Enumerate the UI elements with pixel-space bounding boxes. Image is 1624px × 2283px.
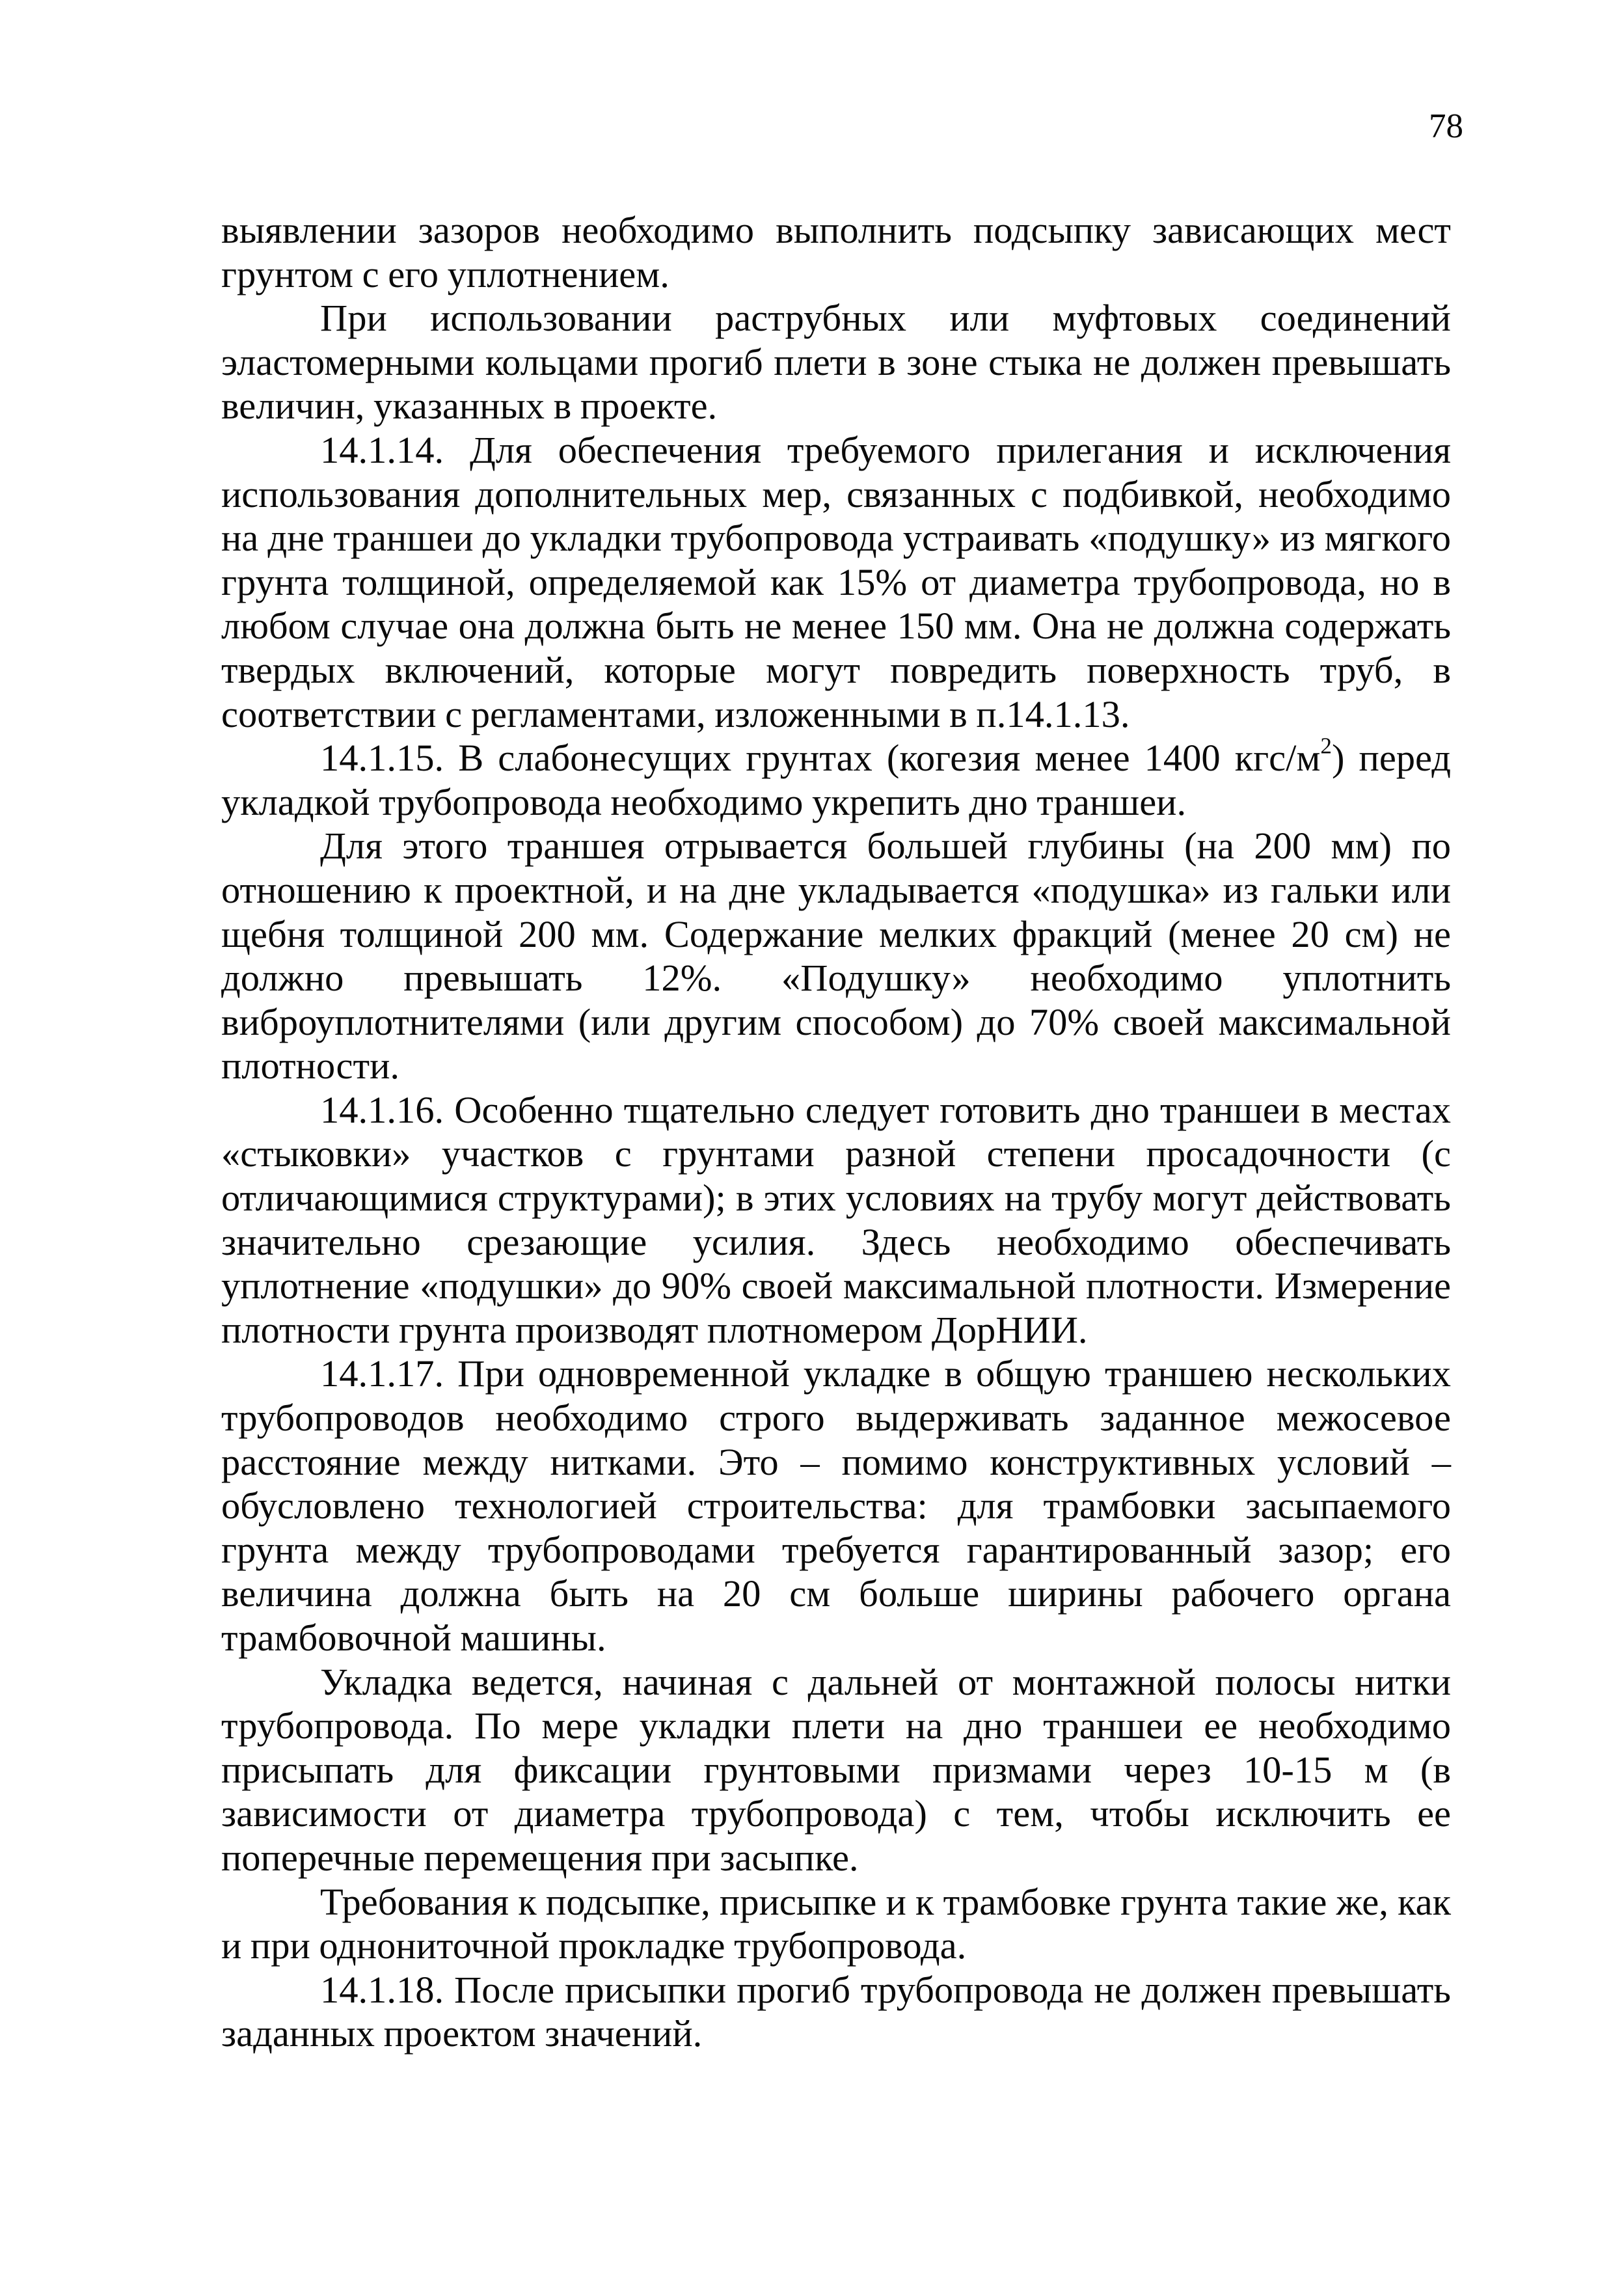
paragraph-backfill-requirements: Требования к подсыпке, присыпке и к трамбовке грунта такие же, как и при однониточной прокладке трубопровода. [221, 1880, 1451, 1967]
paragraph-14-1-17: 14.1.17. При одновременной укладке в общую траншею нескольких трубопроводов необходимо строго выдерживать заданное межосевое расстояние между нитками. Это – помимо конструктивных условий – обусловлено технологией строительства: для трамбовки засыпаемого грунта между трубопроводами требуется гарантированный зазор; его величина должна быть на 20 см больше ширины рабочего органа трамбовочной машины. [221, 1352, 1451, 1659]
paragraph-trench-cushion: Для этого траншея отрывается большей глубины (на 200 мм) по отношению к проектной, и на дне укладывается «подушка» из гальки или щебня толщиной 200 мм. Содержание мелких фракций (менее 20 см) не должно превышать 12%. «Подушку» необходимо уплотнить виброуплотнителями (или другим способом) до 70% своей максимальной плотности. [221, 825, 1451, 1087]
paragraph-laying-order: Укладка ведется, начиная с дальней от монтажной полосы нитки трубопровода. По мере укладки плети на дно траншеи ее необходимо присыпать для фиксации грунтовыми призмами через 10-15 м (в зависимости от диаметра трубопровода) с тем, чтобы исключить ее поперечные перемещения при засыпке. [221, 1660, 1451, 1879]
paragraph-14-1-15 [221, 733, 1451, 824]
superscript-exponent: 2 [1320, 733, 1332, 759]
paragraph-continuation: выявлении зазоров необходимо выполнить подсыпку зависающих мест грунтом с его уплотнением. [221, 209, 1451, 295]
paragraph-14-1-18: 14.1.18. После присыпки прогиб трубопровода не должен превышать заданных проектом значений. [221, 1968, 1451, 2055]
paragraph-joint-deflection: При использовании раструбных или муфтовых соединений эластомерными кольцами прогиб плети в зоне стыка не должен превышать величин, указанных в проекте. [221, 297, 1451, 428]
paragraph-14-1-14: 14.1.14. Для обеспечения требуемого прилегания и исключения использования дополнительных мер, связанных с подбивкой, необходимо на дне траншеи до укладки трубопровода устраивать «подушку» из мягкого грунта толщиной, определяемой как 15% от диаметра трубопровода, но в любом случае она должна быть не менее 150 мм. Она не должна содержать твердых включений, которые могут повредить поверхность труб, в соответствии с регламентами, изложенными в п.14.1.13. [221, 428, 1451, 735]
paragraph-14-1-15-text-after: ) перед укладкой трубопровода необходимо укрепить дно траншеи. [221, 737, 1451, 823]
document-body [221, 208, 1451, 2056]
paragraph-14-1-15-text-before: 14.1.15. В слабонесущих грунтах (когезия менее 1400 кгс/м [320, 737, 1321, 780]
paragraph-14-1-16: 14.1.16. Особенно тщательно следует готовить дно траншеи в местах «стыковки» участков с грунтами разной степени просадочности (с отличающимися структурами); в этих условиях на трубу могут действовать значительно срезающие усилия. Здесь необходимо обеспечивать уплотнение «подушки» до 90% своей максимальной плотности. Измерение плотности грунта производят плотномером ДорНИИ. [221, 1088, 1451, 1351]
page-number: 78 [1429, 107, 1463, 145]
